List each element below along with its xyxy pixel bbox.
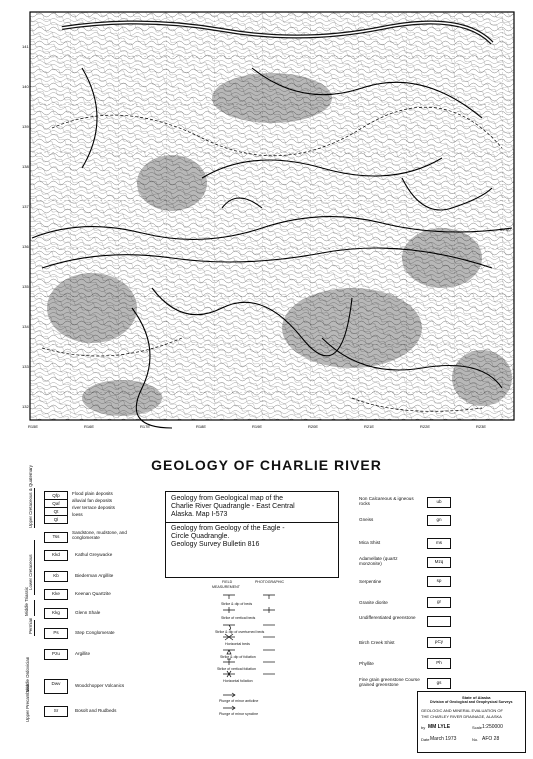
- title-block-state: State of Alaska: [462, 695, 491, 700]
- unit-swatch: Kkd: [44, 550, 68, 561]
- grid-label-bottom: R23E: [476, 424, 487, 429]
- unit-swatch: Kkg: [44, 608, 68, 619]
- age-label: Upper Precambrian: [25, 683, 30, 722]
- title-block-date: March 1973: [430, 736, 457, 742]
- symbol-header: FIELD: [222, 580, 233, 584]
- age-label: Upper Cretaceous & Quaternary: [28, 465, 33, 528]
- unit-description: Keenan Quartzite: [75, 591, 111, 596]
- grid-label-left: 140: [22, 84, 29, 89]
- source-line: Geology from Geological map of the: [171, 495, 284, 502]
- map-canvas: [22, 8, 518, 445]
- unit-swatch: Pzu: [44, 649, 68, 660]
- title-block-scale-label: Scale: [472, 725, 483, 730]
- unit-swatch: gr: [427, 597, 451, 608]
- unit-swatch: pCy: [427, 637, 451, 648]
- title-block-project: THE CHARLEY RIVER DRAINAGE, ALASKA: [421, 714, 502, 719]
- source-note-box: [165, 491, 339, 578]
- unit-description: loess: [72, 512, 83, 517]
- source-line: Geology from Geology of the Eagle -: [171, 524, 285, 532]
- symbol-description: Horizontal beds: [225, 642, 250, 646]
- unit-description: Glenn Shale: [75, 610, 101, 615]
- title-block-number: AFO 28: [482, 736, 500, 742]
- unit-swatch: gs: [427, 678, 451, 689]
- unit-description: Step Conglomerate: [75, 630, 115, 635]
- title-block-no-label: No.: [472, 737, 479, 742]
- unit-swatch: Dwv: [44, 679, 68, 694]
- title-block-author: MM LYLE: [428, 724, 451, 730]
- unit-swatch: Kb: [44, 571, 68, 582]
- unit-description: Undifferentiated greenstone: [359, 615, 416, 620]
- unit-description: Flood plain deposits: [72, 491, 113, 496]
- age-label: Permian: [28, 617, 33, 634]
- title-block-division: Division of Geological and Geophysical Surveys: [430, 700, 513, 704]
- symbol-header: PHOTOGRAPHIC: [255, 580, 285, 584]
- title-block-project: GEOLOGIC AND MINERAL EVALUATION OF: [421, 708, 503, 713]
- grid-label-bottom: R17E: [140, 424, 151, 429]
- unit-swatch: Qaf: [44, 499, 68, 508]
- unit-description: Serpentine: [359, 579, 382, 584]
- unit-description: Mica Shist: [359, 540, 381, 545]
- title-block-by-label: by: [421, 725, 426, 730]
- symbol-description: Plunge of minor anticline: [219, 699, 259, 703]
- unit-description: Sandstone, mudstone, and conglomerate: [72, 530, 127, 541]
- unit-swatch: Ql: [44, 515, 68, 524]
- title-block: [417, 691, 526, 753]
- unit-description: Granite diorite: [359, 600, 388, 605]
- page-title: GEOLOGY OF CHARLIE RIVER: [151, 457, 382, 473]
- source-line: Circle Quadrangle.: [171, 532, 230, 540]
- unit-description: Fine grain greenstone Course grained greenstone: [359, 677, 420, 688]
- age-label: Lower Cretaceous: [28, 554, 33, 590]
- grid-label-bottom: R21E: [364, 424, 375, 429]
- grid-label-bottom: R15E: [28, 424, 39, 429]
- unit-description: river terrace deposits: [72, 505, 115, 510]
- grid-label-left: 137: [22, 204, 29, 209]
- age-label: Middle Ordovician: [25, 656, 30, 692]
- title-block-scale: 1:250000: [482, 724, 503, 730]
- symbol-description: Strike & dip of overturned beds: [215, 630, 265, 634]
- grid-label-left: 134: [22, 324, 29, 329]
- unit-description: Phyllite: [359, 661, 374, 666]
- unit-swatch: ub: [427, 497, 451, 508]
- age-label: Middle Triassic: [24, 586, 29, 616]
- unit-description: Adamellate (quartz monzonite): [359, 556, 398, 567]
- symbol-description: Strike of vertical foliation: [217, 667, 256, 671]
- unit-description: Biederman Argillite: [75, 573, 114, 578]
- source-line: Geology Survey Bulletin 816: [171, 541, 260, 549]
- geologic-map: [22, 8, 518, 445]
- unit-swatch: Ps: [44, 628, 68, 639]
- grid-label-left: 138: [22, 164, 29, 169]
- unit-swatch: Qfp: [44, 491, 68, 500]
- source-line: Charlie River Quadrangle - East Central: [171, 503, 295, 511]
- unit-swatch: Kke: [44, 589, 68, 600]
- grid-label-left: 135: [22, 284, 29, 289]
- grid-label-left: 141: [22, 44, 29, 49]
- unit-swatch: ms: [427, 538, 451, 549]
- unit-swatch: Ph: [427, 658, 451, 669]
- unit-description: Woodchopper Volcanics: [75, 683, 125, 688]
- grid-label-bottom: R19E: [252, 424, 263, 429]
- unit-description: Bosolt and Rudbeds: [75, 708, 117, 713]
- grid-label-bottom: R20E: [308, 424, 319, 429]
- symbol-description: Plunge of minor syncline: [219, 712, 259, 716]
- unit-swatch: sp: [427, 576, 451, 587]
- unit-description: Non Calcareous & igneous rocks: [359, 496, 414, 507]
- grid-label-left: 136: [22, 244, 29, 249]
- unit-swatch: Tss: [44, 532, 68, 543]
- symbol-description: Strike & dip of foliation: [220, 655, 256, 659]
- unit-swatch: Mzq: [427, 557, 451, 568]
- unit-description: Kathul Greywacke: [75, 552, 113, 557]
- grid-label-left: 132: [22, 404, 29, 409]
- unit-description: Argillite: [75, 651, 91, 656]
- unit-swatch: Sr: [44, 706, 68, 717]
- grid-label-left: 139: [22, 124, 29, 129]
- symbol-header: MEASUREMENT: [212, 585, 240, 589]
- title-block-date-label: Date: [421, 737, 430, 742]
- unit-swatch: gn: [427, 515, 451, 526]
- source-line: Alaska. Map I-573: [171, 511, 228, 519]
- symbol-description: Strike of vertical beds: [221, 616, 256, 620]
- unit-swatch: Qt: [44, 507, 68, 516]
- grid-label-bottom: R18E: [196, 424, 207, 429]
- unit-description: alluvial fan deposits: [72, 498, 113, 503]
- symbol-description: Horizontal foliation: [223, 679, 253, 683]
- unit-description: Birch Creek Shist: [359, 640, 395, 645]
- unit-swatch: [427, 616, 451, 627]
- grid-label-left: 133: [22, 364, 29, 369]
- grid-label-bottom: R22E: [420, 424, 431, 429]
- grid-label-bottom: R16E: [84, 424, 95, 429]
- unit-description: Gneiss: [359, 517, 374, 522]
- longitude-label: 65°00': [500, 227, 512, 232]
- symbol-description: Strike & dip of beds: [221, 602, 253, 606]
